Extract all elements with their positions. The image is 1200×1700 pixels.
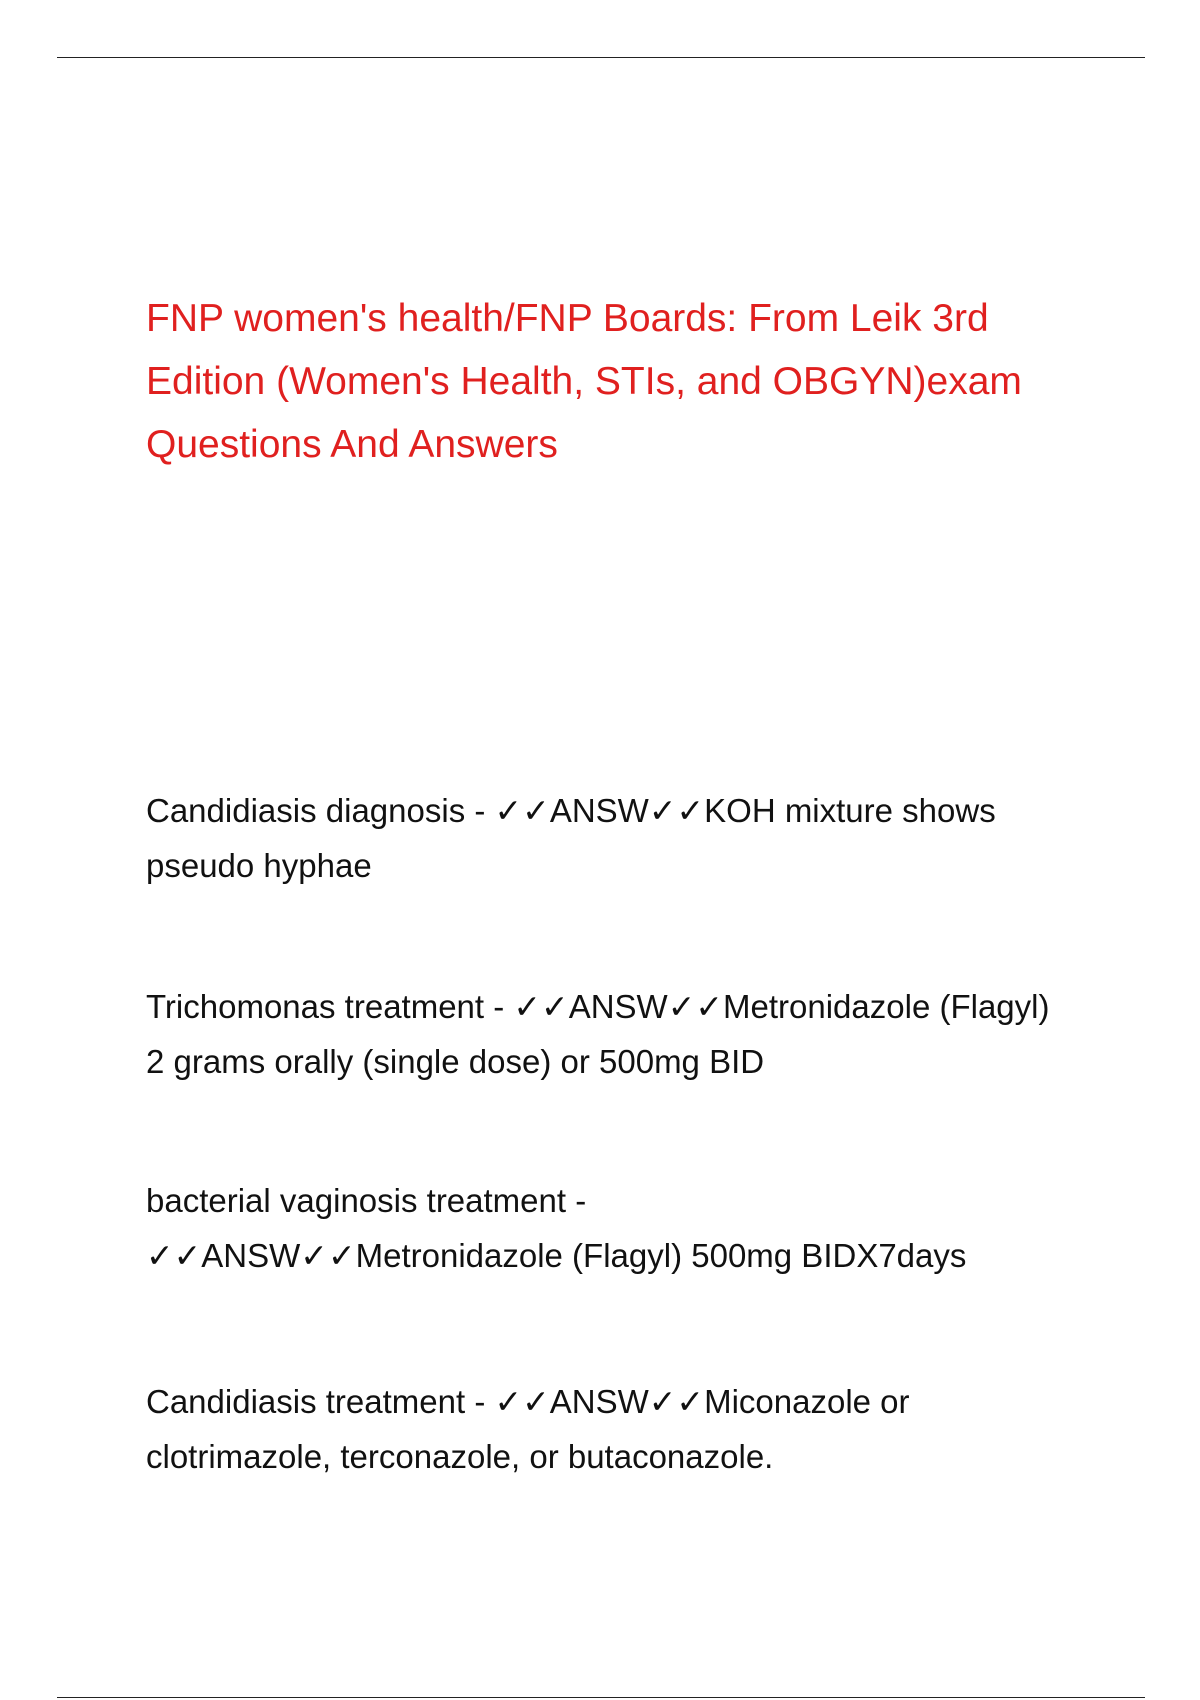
answer-marker: ✓✓ANSW✓✓ <box>494 792 705 829</box>
question-text: bacterial vaginosis treatment <box>146 1182 567 1219</box>
answer-marker: ✓✓ANSW✓✓ <box>513 988 724 1025</box>
bottom-rule <box>57 1697 1145 1698</box>
separator: - <box>484 988 514 1025</box>
answer-text: Metronidazole (Flagyl) 500mg BIDX7days <box>355 1237 967 1274</box>
separator: - <box>566 1182 596 1219</box>
answer-text: Metronidazole (Flagyl) 2 grams orally (single dose) or 500mg BID <box>146 988 1050 1080</box>
answer-text: KOH mixture shows pseudo hyphae <box>146 792 996 884</box>
answer-marker: ✓✓ANSW✓✓ <box>494 1383 705 1420</box>
question-text: Candidiasis treatment <box>146 1383 466 1420</box>
separator: - <box>465 1383 495 1420</box>
document-title: FNP women's health/FNP Boards: From Leik 3rd Edition (Women's Health, STIs, and OBGYN)exam Questions And Answers <box>146 297 1022 466</box>
question-text: Trichomonas treatment <box>146 988 485 1025</box>
answer-marker: ✓✓ANSW✓✓ <box>146 1237 356 1274</box>
top-rule <box>57 57 1145 58</box>
answer-text: Miconazole or clotrimazole, terconazole, or butaconazole. <box>146 1383 910 1475</box>
qa-item <box>146 1173 1076 1283</box>
separator: - <box>465 792 495 829</box>
qa-item <box>146 979 1076 1089</box>
qa-item <box>146 1374 1076 1484</box>
question-text: Candidiasis diagnosis <box>146 792 466 829</box>
qa-item <box>146 783 1076 893</box>
